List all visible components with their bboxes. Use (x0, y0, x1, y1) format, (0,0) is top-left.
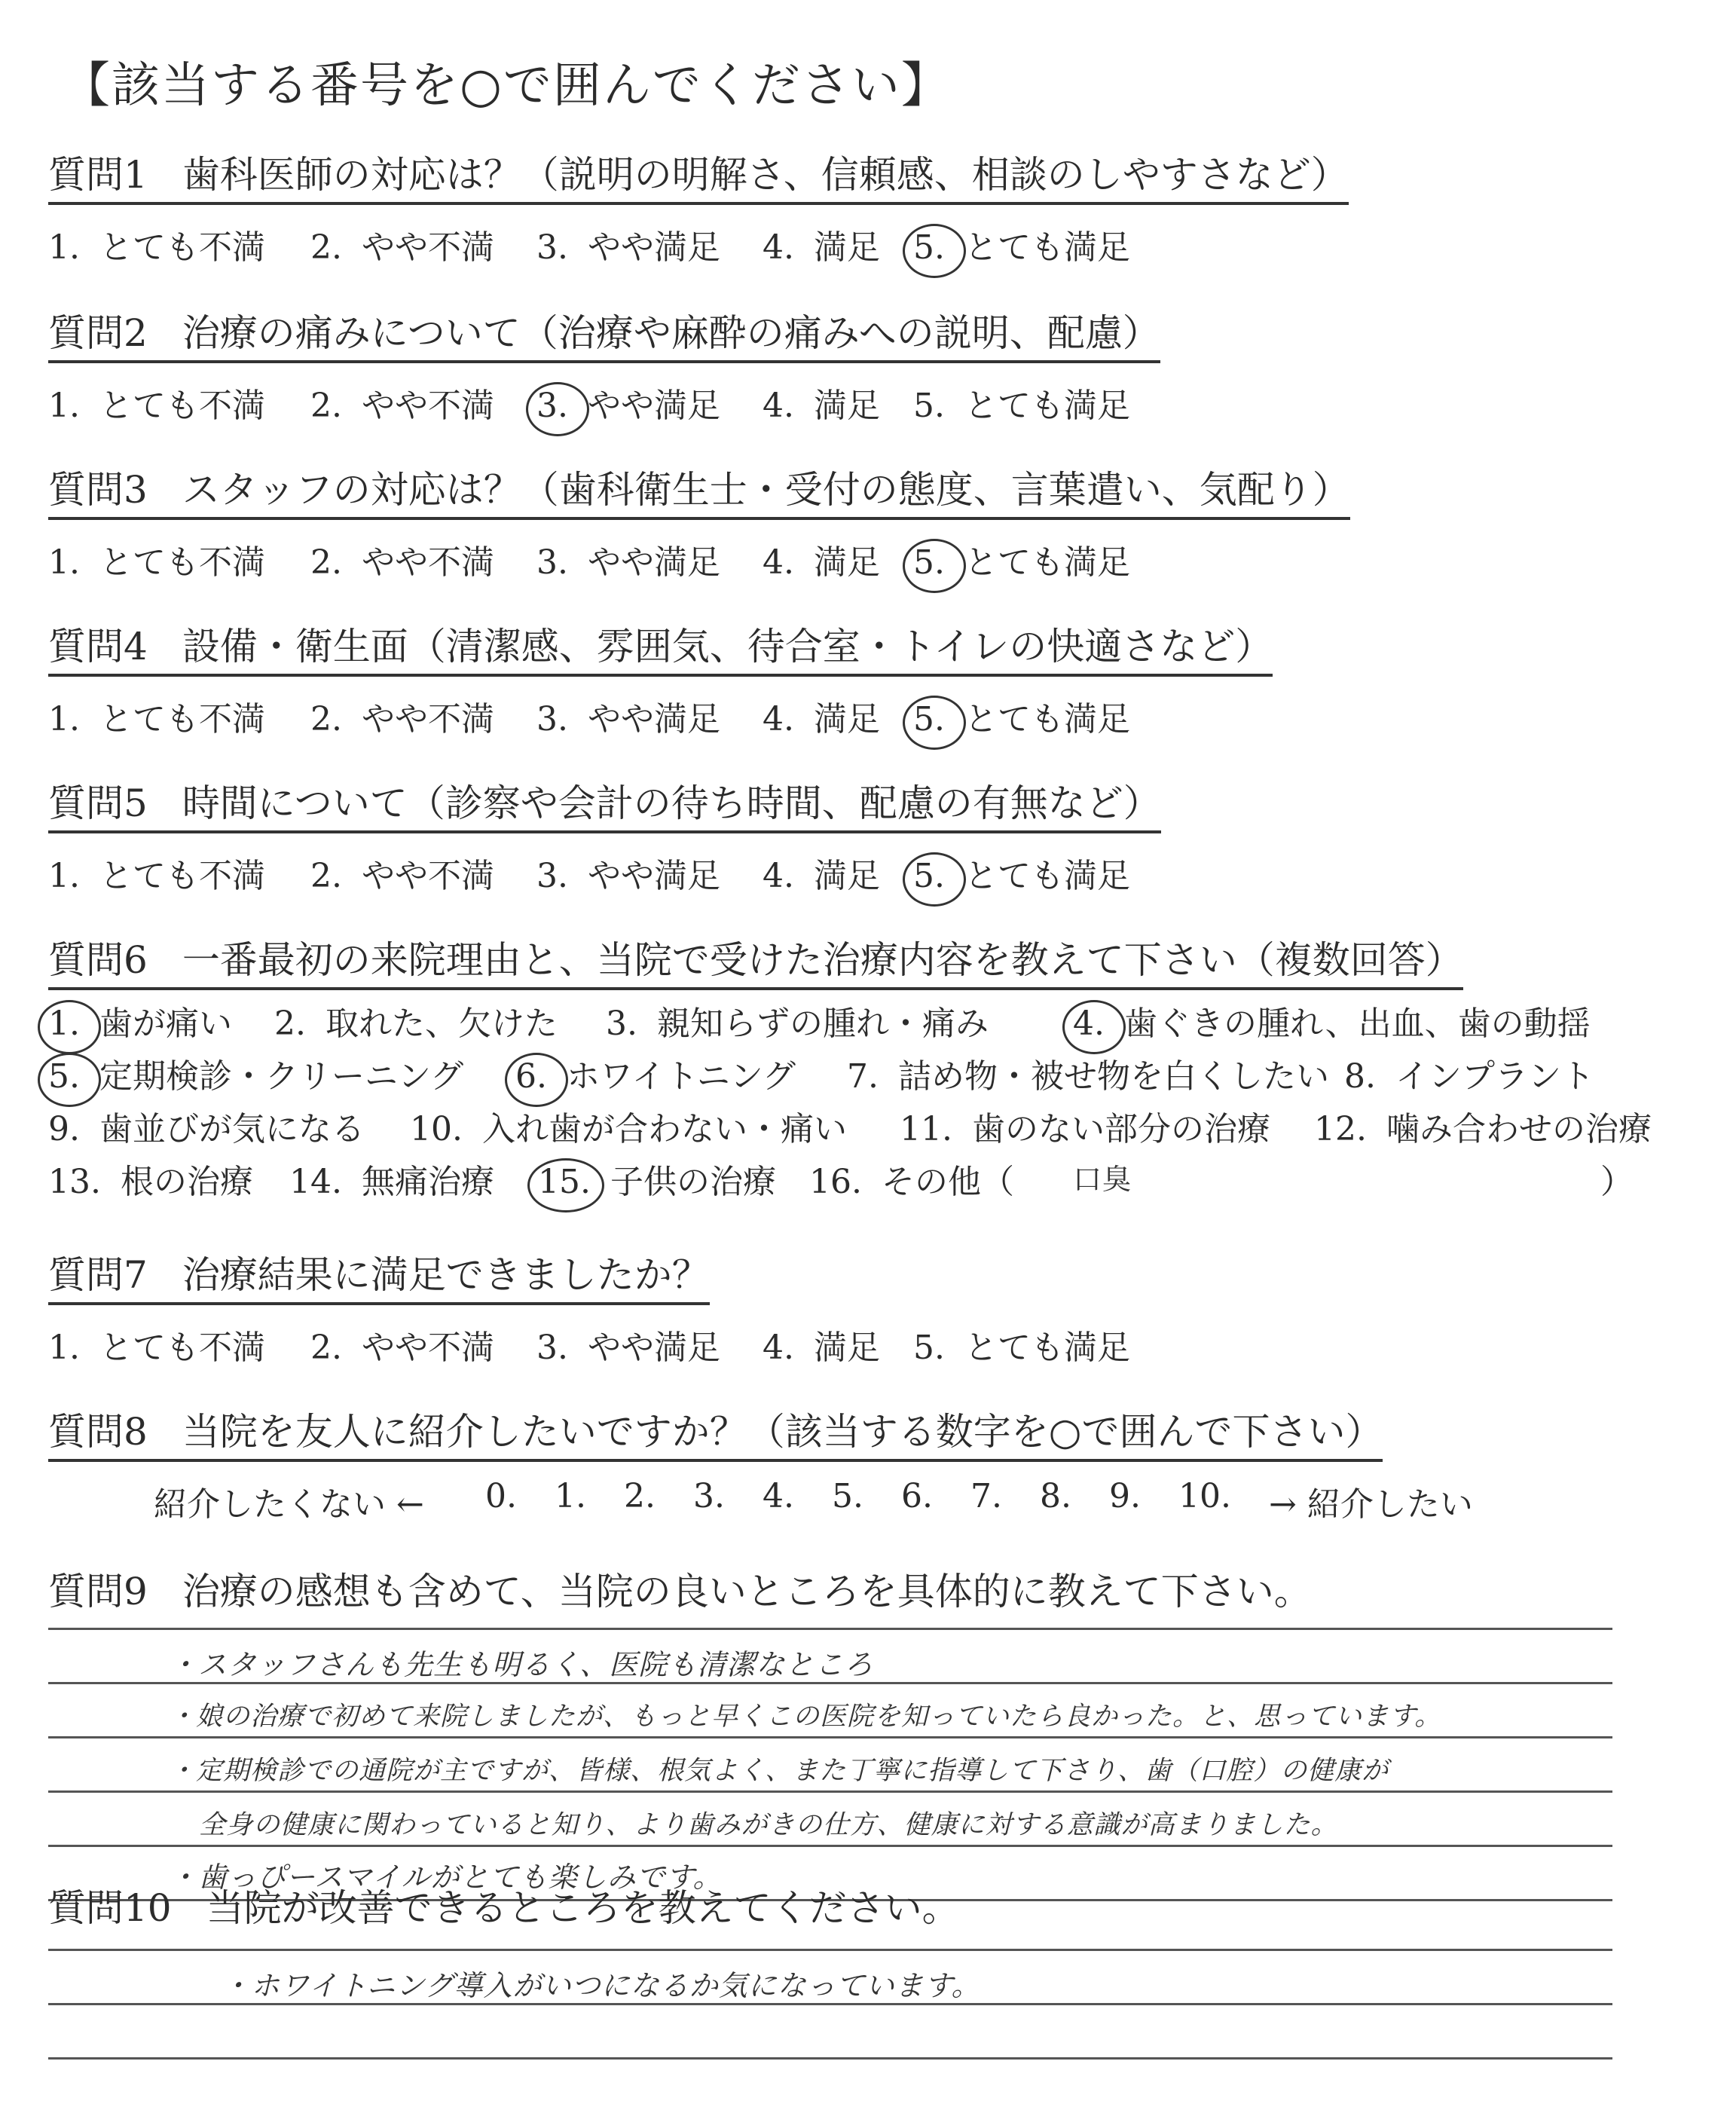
q1-option-5-number: 5. (913, 228, 945, 267)
q1-option-1[interactable] (48, 220, 265, 268)
question-1-heading (48, 151, 1349, 205)
q6-option-14-number: 14. (289, 1163, 342, 1201)
q6-option-15[interactable] (538, 1154, 776, 1203)
question-2-options (48, 363, 1160, 424)
q6-option-12-label: 噛み合わせの治療 (1386, 1110, 1652, 1148)
question-1-number: 質問1 (48, 153, 148, 197)
q6-option-4-number: 4. (1073, 1005, 1105, 1043)
question-5-number: 質問5 (48, 781, 148, 825)
q6-option-10-number: 10. (410, 1110, 463, 1148)
q5-option-3-label: やや満足 (587, 857, 720, 895)
q6-option-3-label: 親知らずの腫れ・痛み (656, 1005, 989, 1043)
q8-num-4[interactable]: 4. (763, 1477, 794, 1515)
q6-option-13-number: 13. (48, 1163, 101, 1201)
question-7-text: 治療結果に満足できましたか？ (182, 1253, 710, 1297)
q6-option-15-label: 子供の治療 (610, 1163, 776, 1201)
q8-num-7[interactable]: 7. (970, 1477, 1002, 1515)
q8-num-3[interactable]: 3. (693, 1477, 725, 1515)
q4-option-2[interactable] (310, 692, 494, 740)
q6-option-10[interactable] (410, 1102, 847, 1150)
q6-option-13-label: 根の治療 (120, 1163, 253, 1201)
q2-option-4-number: 4. (763, 387, 794, 425)
q6-option-1-number: 1. (48, 1005, 80, 1043)
q6-option-8-number: 8. (1344, 1057, 1376, 1096)
q9-answer-2: ・娘の治療で初めて来院しましたが、もっと早くこの医院を知っていたら良かった。と、思っています。 (169, 1702, 1442, 1732)
question-3-options (48, 520, 1350, 580)
q6-option-10-label: 入れ歯が合わない・痛い (481, 1110, 847, 1148)
q6-option-13[interactable] (48, 1154, 253, 1203)
q6-option-3[interactable] (606, 996, 989, 1044)
q6-option-9-number: 9. (48, 1110, 80, 1148)
question-6-text: 一番最初の来院理由と、当院で受けた治療内容を教えて下さい（複数回答） (182, 938, 1463, 982)
question-5-text: 時間について（診察や会計の待ち時間、配慮の有無など） (182, 781, 1161, 825)
question-4-options (48, 677, 1273, 737)
q6-option-7-number: 7. (847, 1057, 879, 1096)
q7-option-1-number: 1. (48, 1329, 80, 1367)
q8-num-0[interactable]: 0. (485, 1477, 517, 1515)
q7-option-3[interactable] (536, 1320, 720, 1368)
question-1-text: 歯科医師の対応は？（説明の明解さ、信頼感、相談のしやすさなど） (182, 153, 1349, 197)
q6-option-7[interactable] (847, 1049, 1329, 1097)
q2-option-3-label: やや満足 (587, 387, 720, 425)
q6-other-answer[interactable]: 口臭 (1073, 1163, 1132, 1196)
q2-option-2-label: やや不満 (361, 387, 494, 425)
question-8-text: 当院を友人に紹介したいですか？（該当する数字を○で囲んで下さい） (182, 1410, 1383, 1454)
q8-left-label: 紹介したくない ← (154, 1485, 424, 1524)
q2-option-5-number: 5. (913, 387, 945, 425)
ruled-line (48, 2057, 1612, 2060)
q4-option-2-number: 2. (310, 700, 342, 738)
q6-option-3-number: 3. (606, 1005, 637, 1043)
q2-option-1-number: 1. (48, 387, 80, 425)
q5-option-4-label: 満足 (813, 857, 880, 895)
q6-option-5-number: 5. (48, 1057, 80, 1096)
q6-option-16-label: その他（ (881, 1163, 1014, 1201)
q2-option-1[interactable] (48, 378, 265, 427)
q4-option-4-label: 満足 (813, 700, 880, 738)
q2-option-2-number: 2. (310, 387, 342, 425)
q2-option-2[interactable] (310, 378, 494, 427)
q9-answer-3: ・定期検診での通院が主ですが、皆様、根気よく、また丁寧に指導して下さり、歯（口腔）の健康が (169, 1756, 1389, 1786)
q6-option-7-label: 詰め物・被せ物を白くしたい (897, 1057, 1329, 1096)
q4-option-5[interactable] (913, 692, 1130, 740)
q1-option-1-number: 1. (48, 228, 80, 267)
question-6-row-1 (48, 990, 1591, 1043)
q2-option-3-number: 3. (536, 387, 568, 425)
q6-option-12-number: 12. (1314, 1110, 1367, 1148)
ruled-line (48, 1736, 1612, 1738)
q4-option-2-label: やや不満 (361, 700, 494, 738)
q8-num-2[interactable]: 2. (624, 1477, 656, 1515)
q4-option-4-number: 4. (763, 700, 794, 738)
q6-option-8-label: インプラント (1395, 1057, 1594, 1096)
q8-num-10[interactable]: 10. (1178, 1477, 1231, 1515)
question-6-number: 質問6 (48, 938, 148, 982)
q7-option-1-label: とても不満 (99, 1329, 265, 1367)
question-4 (48, 622, 1273, 737)
q2-option-4-label: 満足 (813, 387, 880, 425)
question-7-options (48, 1305, 1130, 1367)
question-2 (48, 309, 1160, 424)
question-8-heading (48, 1408, 1383, 1462)
q5-option-1-label: とても不満 (99, 857, 265, 895)
ruled-line (48, 1628, 1612, 1630)
q7-option-3-number: 3. (536, 1329, 568, 1367)
q5-option-1[interactable] (48, 849, 265, 897)
q3-option-3-number: 3. (536, 543, 568, 582)
q3-option-2[interactable] (310, 535, 494, 583)
q4-option-1-label: とても不満 (99, 700, 265, 738)
q5-option-5-number: 5. (913, 857, 945, 895)
q4-option-3-label: やや満足 (587, 700, 720, 738)
q6-option-11-label: 歯のない部分の治療 (971, 1110, 1270, 1148)
q6-option-15-number: 15. (538, 1163, 591, 1201)
q2-option-5[interactable] (913, 378, 1130, 427)
q4-option-1[interactable] (48, 692, 265, 740)
q7-option-2-number: 2. (310, 1329, 342, 1367)
q8-num-5[interactable]: 5. (832, 1477, 863, 1515)
question-6-heading (48, 936, 1463, 990)
q6-option-6-number: 6. (515, 1057, 547, 1096)
question-10-heading (48, 1884, 960, 1932)
q6-option-2[interactable] (274, 996, 558, 1044)
q5-option-3[interactable] (536, 849, 720, 897)
q5-option-2-label: やや不満 (361, 857, 494, 895)
q7-option-4-label: 満足 (813, 1329, 880, 1367)
q1-option-3-label: やや満足 (587, 228, 720, 267)
q6-option-16[interactable] (809, 1154, 1014, 1203)
q6-option-4[interactable] (1073, 996, 1591, 1044)
q6-option-5-label: 定期検診・クリーニング (99, 1057, 464, 1096)
ruled-line (48, 1845, 1612, 1847)
q8-num-1[interactable]: 1. (555, 1477, 586, 1515)
q3-option-3-label: やや満足 (587, 543, 720, 582)
question-10-number: 質問10 (48, 1886, 172, 1930)
selection-circle (903, 539, 966, 593)
question-8 (48, 1408, 1473, 1524)
q5-option-1-number: 1. (48, 857, 80, 895)
question-4-text: 設備・衛生面（清潔感、雰囲気、待合室・トイレの快適さなど） (182, 625, 1273, 668)
q3-option-5[interactable] (913, 535, 1130, 583)
question-10-text: 当院が改善できるところを教えてください。 (206, 1886, 960, 1930)
page-title: 【該当する番号を○で囲んでください】 (62, 58, 951, 114)
ruled-line (48, 1790, 1612, 1793)
q4-option-5-label: とても満足 (964, 700, 1130, 738)
q7-option-3-label: やや満足 (587, 1329, 720, 1367)
q3-option-5-label: とても満足 (964, 543, 1130, 582)
question-6-row-2 (48, 1043, 1594, 1096)
q8-num-6[interactable]: 6. (901, 1477, 933, 1515)
q3-option-3[interactable] (536, 535, 720, 583)
q6-option-6-label: ホワイトニング (566, 1057, 796, 1096)
selection-circle (903, 224, 966, 278)
question-1-options (48, 205, 1349, 265)
question-2-heading (48, 309, 1160, 363)
q1-option-1-label: とても不満 (99, 228, 265, 267)
q7-option-4-number: 4. (763, 1329, 794, 1367)
ruled-line (48, 1949, 1612, 1951)
q5-option-2-number: 2. (310, 857, 342, 895)
q3-option-2-label: やや不満 (361, 543, 494, 582)
q5-option-4-number: 4. (763, 857, 794, 895)
question-8-number: 質問8 (48, 1410, 148, 1454)
q4-option-1-number: 1. (48, 700, 80, 738)
q7-option-2[interactable] (310, 1320, 494, 1368)
q5-option-4[interactable] (763, 849, 880, 897)
q6-option-8[interactable] (1344, 1049, 1594, 1097)
question-8-scale (48, 1462, 1473, 1524)
q3-option-4-number: 4. (763, 543, 794, 582)
question-10 (48, 1884, 960, 1932)
question-4-number: 質問4 (48, 625, 148, 668)
selection-circle (527, 1158, 604, 1212)
q6-option-9-label: 歯並びが気になる (99, 1110, 365, 1148)
q6-option-16-number: 16. (809, 1163, 862, 1201)
q6-option-14-label: 無痛治療 (361, 1163, 494, 1201)
q7-option-2-label: やや不満 (361, 1329, 494, 1367)
q6-option-6[interactable] (515, 1049, 796, 1097)
question-9-number: 質問9 (48, 1570, 148, 1613)
question-7-number: 質問7 (48, 1253, 148, 1297)
q3-option-5-number: 5. (913, 543, 945, 582)
q4-option-3[interactable] (536, 692, 720, 740)
q8-num-9[interactable]: 9. (1109, 1477, 1141, 1515)
question-3 (48, 466, 1350, 580)
q2-option-5-label: とても満足 (964, 387, 1130, 425)
q1-option-5[interactable] (913, 220, 1130, 268)
q1-option-2[interactable] (310, 220, 494, 268)
q1-option-5-label: とても満足 (964, 228, 1130, 267)
question-9-heading (48, 1567, 1312, 1616)
q3-option-1-label: とても不満 (99, 543, 265, 582)
q4-option-5-number: 5. (913, 700, 945, 738)
selection-circle (903, 696, 966, 750)
q9-answer-5: ・歯っぴースマイルがとても楽しみです。 (169, 1861, 723, 1894)
q9-answer-1: ・スタッフさんも先生も明るく、医院も清潔なところ (169, 1648, 874, 1681)
q7-option-1[interactable] (48, 1320, 265, 1368)
q6-option-5[interactable] (48, 1049, 463, 1097)
q5-option-2[interactable] (310, 849, 494, 897)
q4-option-4[interactable] (763, 692, 880, 740)
question-6 (48, 936, 1652, 1201)
q10-answer-1: ・ホワイトニング導入がいつになるか気になっています。 (222, 1969, 981, 2002)
question-7-heading (48, 1251, 710, 1305)
question-5-options (48, 833, 1161, 894)
q6-option-14[interactable] (289, 1154, 494, 1203)
q7-option-5[interactable] (913, 1320, 1130, 1368)
q5-option-5-label: とても満足 (964, 857, 1130, 895)
q6-option-11-number: 11. (900, 1110, 952, 1148)
q7-option-5-label: とても満足 (964, 1329, 1130, 1367)
question-2-text: 治療の痛みについて（治療や麻酔の痛みへの説明、配慮） (182, 311, 1160, 355)
q6-option-4-label: 歯ぐきの腫れ、出血、歯の動揺 (1123, 1005, 1591, 1043)
question-3-number: 質問3 (48, 468, 148, 512)
q6-option-1[interactable] (48, 996, 232, 1044)
selection-circle (526, 382, 589, 436)
question-7 (48, 1251, 1130, 1367)
q6-option-9[interactable] (48, 1102, 365, 1150)
q3-option-4[interactable] (763, 535, 880, 583)
q3-option-2-number: 2. (310, 543, 342, 582)
question-3-text: スタッフの対応は？（歯科衛生士・受付の態度、言葉遣い、気配り） (182, 468, 1350, 512)
question-6-row-4 (48, 1148, 1634, 1201)
q3-option-1[interactable] (48, 535, 265, 583)
question-5-heading (48, 779, 1161, 833)
q5-option-5[interactable] (913, 849, 1130, 897)
q3-option-1-number: 1. (48, 543, 80, 582)
question-5 (48, 779, 1161, 894)
q1-option-4-label: 満足 (813, 228, 880, 267)
q1-option-2-number: 2. (310, 228, 342, 267)
q2-option-3[interactable] (536, 378, 720, 427)
question-2-number: 質問2 (48, 311, 148, 355)
q9-answer-4: 全身の健康に関わっていると知り、より歯みがきの仕方、健康に対する意識が高まりました。 (199, 1810, 1338, 1840)
q6-option-2-number: 2. (274, 1005, 306, 1043)
q8-right-label: → 紹介したい (1269, 1485, 1473, 1524)
q2-option-1-label: とても不満 (99, 387, 265, 425)
selection-circle (903, 852, 966, 907)
q6-option-11[interactable] (900, 1102, 1270, 1150)
q6-option-1-label: 歯が痛い (99, 1005, 232, 1043)
q1-option-4-number: 4. (763, 228, 794, 267)
q1-option-3[interactable] (536, 220, 720, 268)
q1-option-2-label: やや不満 (361, 228, 494, 267)
q3-option-4-label: 満足 (813, 543, 880, 582)
q6-other-close-paren: ） (1600, 1163, 1634, 1201)
q8-num-8[interactable]: 8. (1040, 1477, 1071, 1515)
question-3-heading (48, 466, 1350, 520)
q1-option-3-number: 3. (536, 228, 568, 267)
q7-option-4[interactable] (763, 1320, 880, 1368)
q6-option-12[interactable] (1314, 1102, 1652, 1150)
question-9-text: 治療の感想も含めて、当院の良いところを具体的に教えて下さい。 (182, 1570, 1312, 1613)
q2-option-4[interactable] (763, 378, 880, 427)
q5-option-3-number: 3. (536, 857, 568, 895)
q4-option-3-number: 3. (536, 700, 568, 738)
question-1 (48, 151, 1349, 265)
question-4-heading (48, 622, 1273, 677)
question-9 (48, 1567, 1312, 1616)
q1-option-4[interactable] (763, 220, 880, 268)
question-6-row-3 (48, 1096, 1652, 1148)
q7-option-5-number: 5. (913, 1329, 945, 1367)
q6-option-2-label: 取れた、欠けた (325, 1005, 558, 1043)
